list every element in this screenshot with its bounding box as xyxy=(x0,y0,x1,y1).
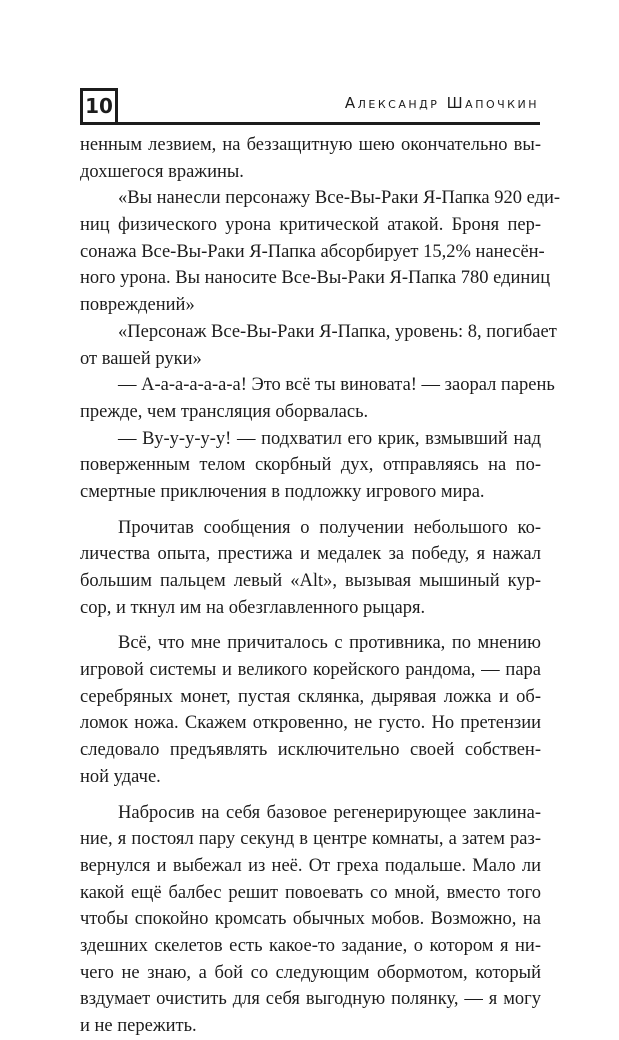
text-line: Набросив на себя базовое регенерирующее заклина- xyxy=(118,802,541,823)
text-line: ниц физического урона критической атакой. Броня пер- xyxy=(80,215,541,236)
paragraph xyxy=(80,372,555,425)
text-line: ной удаче. xyxy=(80,766,161,787)
text-line: Всё, что мне причиталось с противника, по мнению xyxy=(118,633,541,654)
paragraph-gap xyxy=(80,506,541,515)
running-head-author: Александр Шапочкин xyxy=(344,94,539,112)
text-line: Прочитав сообщения о получении небольшого ко- xyxy=(118,517,541,538)
text-line: — А-а-а-а-а-а-а! Это всё ты виновата! — заорал парень xyxy=(118,375,555,396)
text-line: «Вы нанесли персонажу Все-Вы-Раки Я-Папка 920 еди- xyxy=(118,188,561,209)
page-number: 10 xyxy=(85,94,113,118)
paragraph xyxy=(80,515,541,622)
text-line: серебряных монет, пустая склянка, дырявая ложка и об- xyxy=(80,686,541,707)
text-line: — Ву-у-у-у-у! — подхватил его крик, взмывший над xyxy=(118,428,541,449)
text-line: большим пальцем левый «Alt», вызывая мышиный кур- xyxy=(80,571,541,591)
paragraph xyxy=(80,800,541,1040)
text-line: какой ещё балбес решит повоевать со мной, вместо того xyxy=(80,882,541,903)
paragraph xyxy=(80,132,541,185)
text-line: игровой системы и великого корейского рандома, — пара xyxy=(80,660,541,681)
text-line: чтобы спокойно кромсать обычных мобов. Возможно, на xyxy=(80,909,541,930)
text-line: ненным лезвием, на беззащитную шею окончательно вы- xyxy=(80,135,541,155)
text-line: и не пережить. xyxy=(80,1016,197,1036)
paragraph xyxy=(80,319,557,372)
paragraph-gap xyxy=(80,621,541,630)
paragraph xyxy=(80,426,541,506)
text-line: «Персонаж Все-Вы-Раки Я-Папка, уровень: 8, погибает xyxy=(118,321,557,342)
text-line: личества опыта, престижа и медалек за победу, я нажал xyxy=(80,544,541,565)
text-line: ного урона. Вы наносите Все-Вы-Раки Я-Папка 780 единиц xyxy=(80,268,551,289)
text-line: вздумает очистить для себя выгодную полянку, — я могу xyxy=(80,989,541,1010)
text-line: ломок ножа. Скажем откровенно, не густо. Но претензии xyxy=(80,713,541,734)
paragraph xyxy=(80,185,561,318)
text-line: чего не знаю, а бой со следующим обормотом, который xyxy=(80,962,541,983)
text-line: вернулся и выбежал из неё. От греха подальше. Мало ли xyxy=(80,855,541,876)
text-line: смертные приключения в подложку игрового мира. xyxy=(80,481,485,502)
text-line: следовало предъявлять исключительно своей собствен- xyxy=(80,740,541,761)
text-line: дохшегося вражины. xyxy=(80,161,244,182)
body-text xyxy=(80,132,561,1040)
text-line: ние, я постоял пару секунд в центре комнаты, а затем раз- xyxy=(80,829,541,850)
header-rule xyxy=(118,122,540,125)
page-number-box xyxy=(80,88,118,125)
text-line: поверженным телом скорбный дух, отправляясь на по- xyxy=(80,455,541,476)
paragraph xyxy=(80,630,541,790)
text-line: здешних скелетов есть какое-то задание, о котором я ни- xyxy=(80,935,541,956)
text-line: сонажа Все-Вы-Раки Я-Папка абсорбирует 15,2% нанесён- xyxy=(80,241,545,262)
text-line: прежде, чем трансляция оборвалась. xyxy=(80,401,369,422)
text-line: сор, и ткнул им на обезглавленного рыцаря. xyxy=(80,597,426,618)
text-line: повреждений» xyxy=(80,295,195,316)
paragraph-gap xyxy=(80,791,541,800)
text-line: от вашей руки» xyxy=(80,348,202,369)
